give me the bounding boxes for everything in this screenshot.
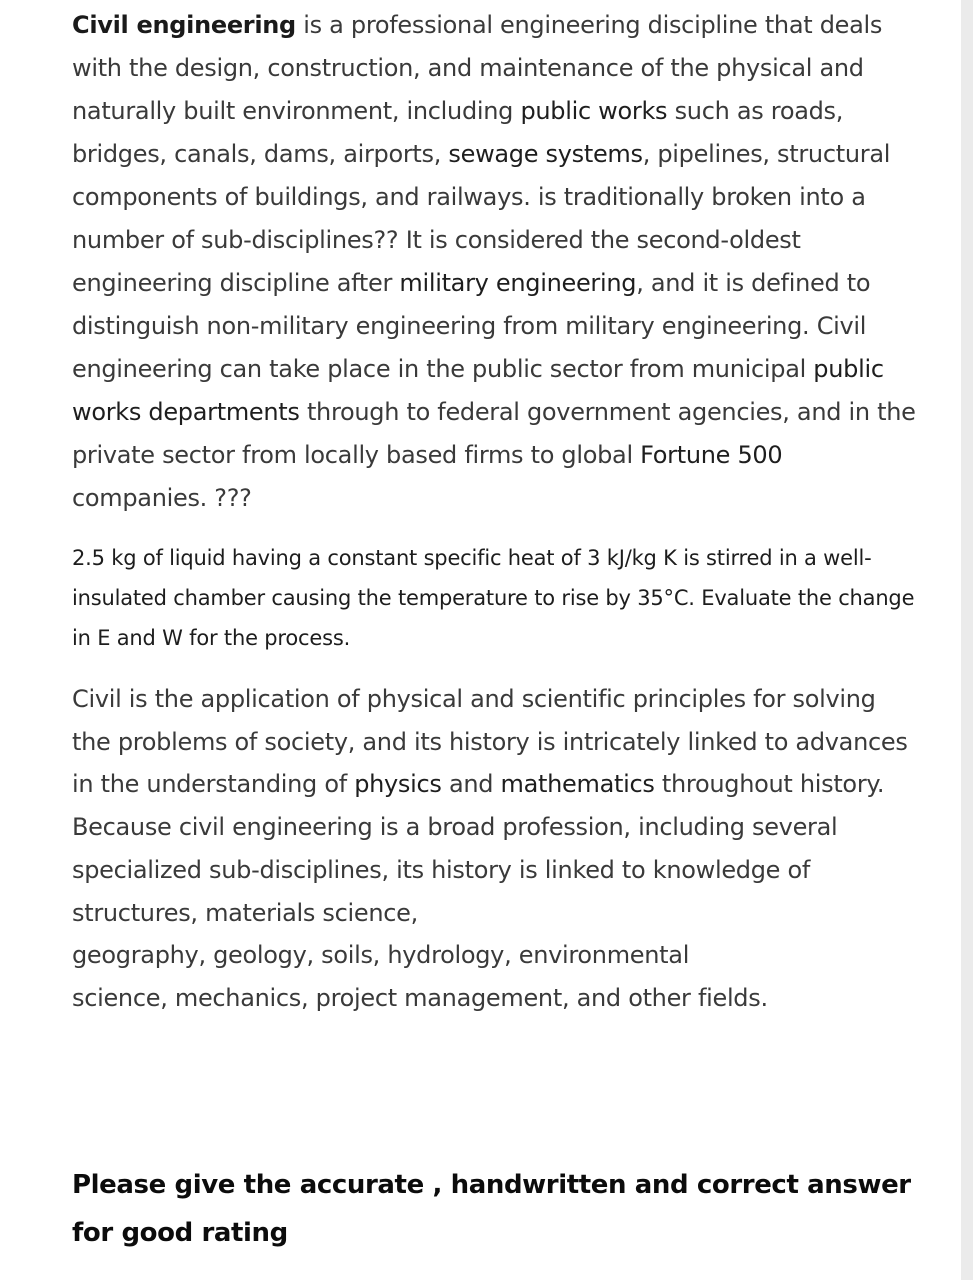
paragraph-text: through to federal government agencies, and in the private sector from locally based firms to global: [72, 398, 916, 469]
paragraph-text: science, mechanics, project management, and other fields.: [72, 983, 768, 1012]
answer-request: Please give the accurate , handwritten and correct answer for good rating: [72, 1170, 911, 1248]
question-text: 2.5 kg of liquid having a constant specific heat of 3 kJ/kg K is stirred in a well-insulated chamber causing the temperature to rise by 35°C. Evaluate the change in E and W for the process.: [72, 546, 915, 650]
paragraph-text: geography, geology, soils, hydrology, environmental: [72, 941, 690, 970]
intro-paragraph: [72, 4, 917, 520]
paragraph-text: and: [441, 770, 501, 799]
paragraph-text: companies. ???: [72, 484, 252, 512]
military-engineering-link[interactable]: military engineering: [399, 269, 637, 297]
fortune-500-link[interactable]: Fortune 500: [640, 441, 783, 469]
history-paragraph: [72, 678, 917, 1020]
scrollbar-track[interactable]: [961, 0, 973, 1280]
public-works-departments-link[interactable]: public works departments: [72, 355, 884, 426]
paragraph-text: is a professional engineering discipline that deals with the design, construction, and maintenance of the physical and naturally built environment, including: [72, 11, 883, 125]
mathematics-link[interactable]: mathematics: [500, 770, 655, 799]
paragraph-text: Civil is the application of physical and scientific principles for solving the problems of society, and its history is intricately linked to advances in the understanding of: [72, 685, 908, 799]
paragraph-text: throughout history. Because civil engineering is a broad profession, including several specialized sub-disciplines, its history is linked to knowledge of structures, materials science,: [72, 770, 885, 927]
paragraph-lead-term: Civil engineering: [72, 11, 296, 39]
paragraph-text: such as roads, bridges, canals, dams, airports,: [72, 97, 844, 168]
sewage-systems-link[interactable]: sewage systems: [448, 140, 643, 168]
physics-link[interactable]: physics: [354, 770, 442, 799]
public-works-link[interactable]: public works: [520, 97, 668, 125]
paragraph-text: , pipelines, structural components of buildings, and railways. is traditionally broken into a number of sub-disciplines?? It is considered the second-oldest engineering discipline after: [72, 140, 891, 297]
paragraph-text: , and it is defined to distinguish non-military engineering from military engineering. Civil engineering can take place in the public sector from municipal: [72, 269, 871, 383]
